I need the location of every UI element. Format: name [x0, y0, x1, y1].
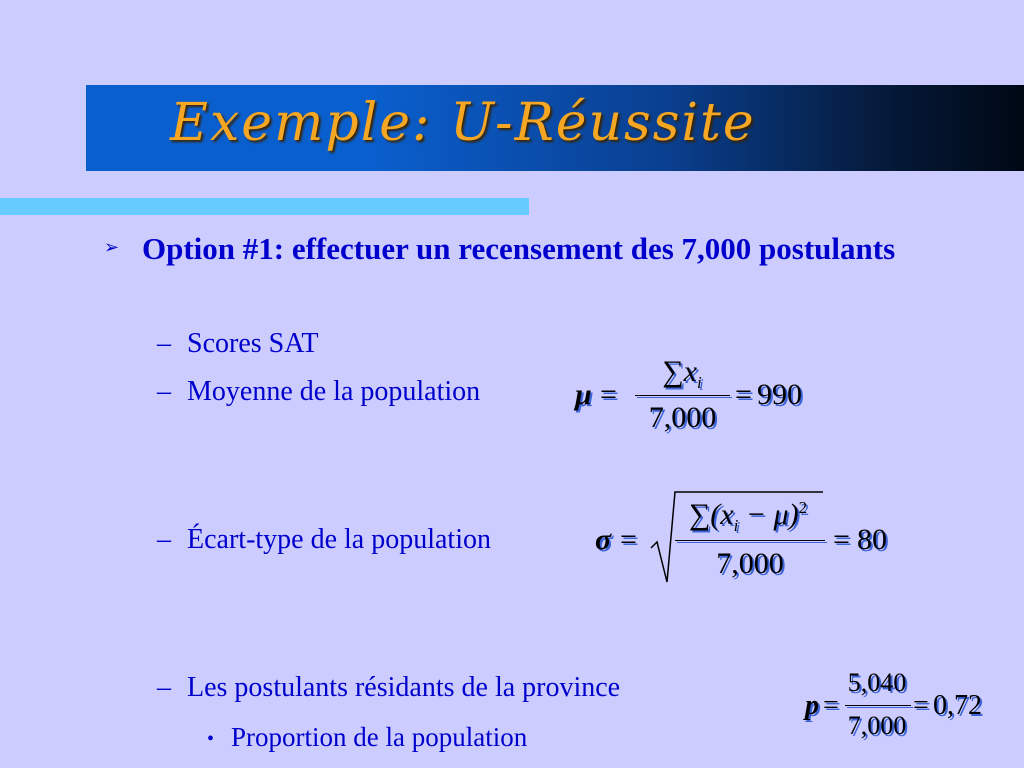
dash-bullet-icon: –	[157, 328, 171, 359]
fraction-bar	[635, 395, 730, 396]
sub-item-stdev	[157, 524, 491, 556]
dot-bullet-icon: •	[207, 728, 215, 751]
mean-numerator	[643, 355, 721, 393]
stdev-numerator	[673, 498, 823, 536]
sum-x: ∑x	[662, 355, 697, 388]
p-symbol: p	[805, 690, 819, 721]
equals-sign: =	[600, 378, 617, 411]
fraction-bar	[675, 540, 825, 541]
dash-bullet-icon: –	[157, 376, 171, 407]
sum-open: ∑(x	[688, 498, 734, 531]
power-2: 2	[798, 498, 808, 517]
slide-title: Exemple: U-Réussite	[170, 93, 756, 153]
arrowhead-bullet-icon: ➢	[104, 237, 120, 257]
subsub-item-proportion	[207, 722, 527, 753]
dash-bullet-icon: –	[157, 524, 171, 555]
sub-item-mean	[157, 376, 480, 408]
fraction-bar	[845, 705, 911, 706]
stdev-result: 80	[857, 523, 887, 556]
main-bullet-text: Option #1: effectuer un recensement des 7,000 postulants	[142, 231, 896, 266]
minus-mu-close: − μ)	[738, 498, 799, 531]
sub-item-scores	[157, 328, 318, 360]
sub-item-label: Les postulants résidants de la province	[187, 672, 621, 703]
formula-mean	[575, 355, 815, 440]
sigma-symbol: σ	[595, 523, 612, 556]
subsub-item-label: Proportion de la population	[231, 722, 528, 752]
dash-bullet-icon: –	[157, 672, 171, 703]
mean-result: 990	[757, 378, 802, 411]
proportion-result: 0,72	[933, 690, 982, 721]
mu-symbol: μ	[575, 378, 592, 411]
formula-stdev	[595, 490, 905, 590]
equals-sign: =	[833, 523, 850, 556]
sub-item-label: Moyenne de la population	[187, 376, 481, 407]
sub-item-residents	[157, 672, 620, 704]
proportion-numerator: 5,040	[847, 668, 907, 697]
sub-item-label: Scores SAT	[187, 328, 319, 359]
equals-sign: =	[913, 690, 929, 721]
stdev-denominator: 7,000	[716, 547, 784, 580]
formula-proportion	[805, 668, 1005, 758]
subscript-i: i	[696, 373, 702, 392]
equals-sign: =	[823, 690, 839, 721]
mean-denominator: 7,000	[648, 401, 717, 434]
accent-bar	[0, 198, 529, 215]
proportion-denominator: 7,000	[847, 711, 907, 740]
sub-item-label: Écart-type de la population	[187, 524, 491, 555]
equals-sign: =	[620, 523, 637, 556]
subscript-i: i	[733, 516, 739, 535]
equals-sign: =	[735, 378, 752, 411]
